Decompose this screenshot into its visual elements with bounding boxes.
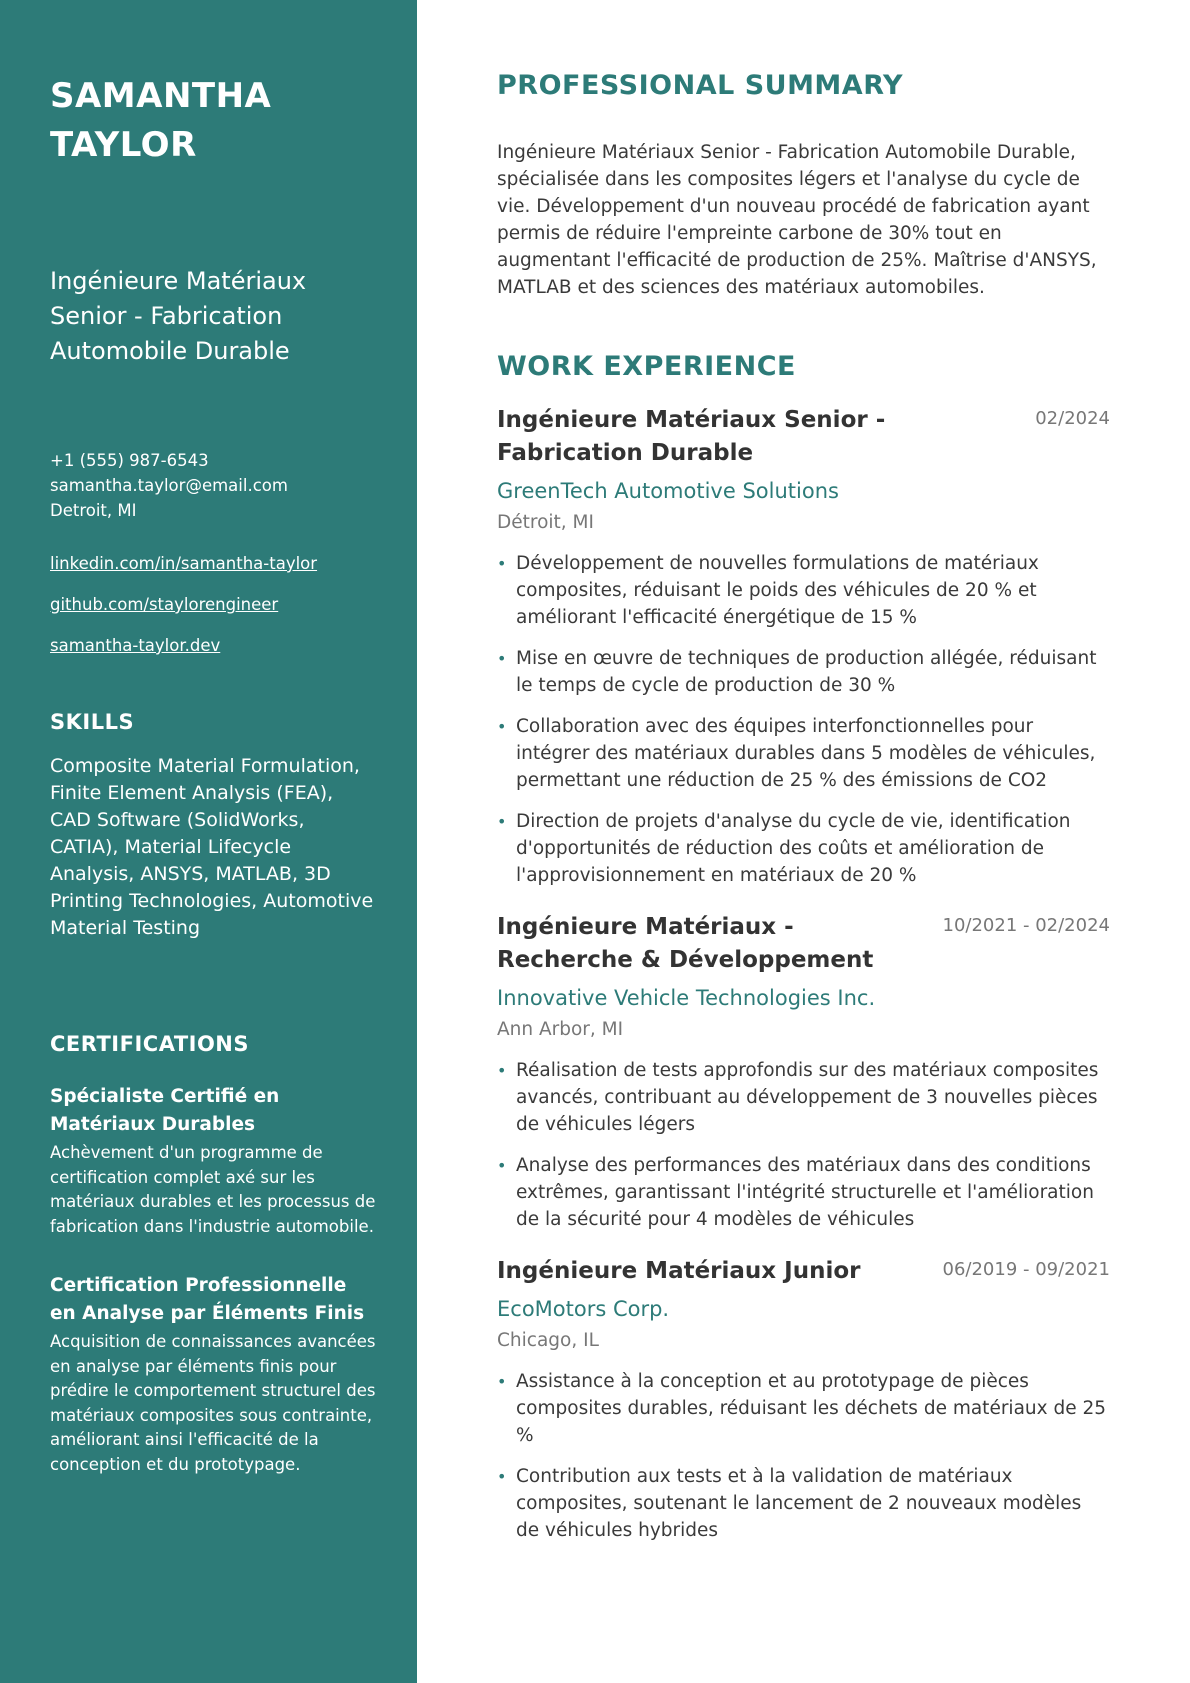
job-location: Détroit, MI <box>497 512 594 533</box>
company-name: EcoMotors Corp. <box>497 1297 670 1321</box>
bullet-icon: • <box>497 554 507 573</box>
job-bullets <box>497 550 1110 889</box>
certification-item <box>50 1083 377 1239</box>
job-location: Ann Arbor, MI <box>497 1019 624 1040</box>
bullet-item <box>497 808 1110 889</box>
certification-description: Achèvement d'un programme de certification complet axé sur les matériaux durables et les processus de fabrication dans l'industrie automobile. <box>50 1143 376 1236</box>
website-link[interactable]: samantha-taylor.dev <box>50 636 221 655</box>
job-entry <box>497 911 1110 1233</box>
bullet-text: Assistance à la conception et au prototypage de pièces composites durables, réduisant les déchets de matériaux de 25 % <box>516 1371 1107 1446</box>
certification-title: Certification Professionnelle en Analyse par Éléments Finis <box>50 1275 365 1324</box>
bullet-text: Développement de nouvelles formulations de matériaux composites, réduisant le poids des véhicules de 20 % et améliorant l'efficacité énergétique de 15 % <box>516 553 1039 628</box>
job-title: Ingénieure Matériaux Senior - Fabrication Durable <box>497 407 886 466</box>
job-bullets <box>497 1368 1110 1544</box>
bullet-item <box>497 1368 1110 1449</box>
profile-links <box>50 551 377 658</box>
job-location: Chicago, IL <box>497 1330 599 1351</box>
bullet-icon: • <box>497 649 507 668</box>
job-bullets <box>497 1057 1110 1233</box>
bullet-text: Collaboration avec des équipes interfonctionnelles pour intégrer des matériaux durables dans 5 modèles de véhicules, permettant une réduction de 25 % des émissions de CO2 <box>516 716 1096 791</box>
sidebar <box>0 0 417 1683</box>
bullet-icon: • <box>497 1156 507 1175</box>
phone: +1 (555) 987-6543 <box>50 451 209 470</box>
job-date: 02/2024 <box>1035 408 1110 429</box>
github-link[interactable]: github.com/staylorengineer <box>50 595 279 614</box>
bullet-text: Contribution aux tests et à la validation de matériaux composites, soutenant le lancement de 2 nouveaux modèles de véhicules hybrides <box>516 1466 1082 1541</box>
certification-description: Acquisition de connaissances avancées en analyse par éléments finis pour prédire le comportement structurel des matériaux composites sous contrainte, améliorant ainsi l'efficacité de la conception et du prototypage. <box>50 1332 376 1474</box>
summary-text: Ingénieure Matériaux Senior - Fabrication Automobile Durable, spécialisée dans les composites légers et l'analyse du cycle de vie. Développement d'un nouveau procédé de fabrication ayant permis de réduire l'empreinte carbone de 30% tout en augmentant l'efficacité de production de 25%. Maîtrise d'ANSYS, MATLAB et des sciences des matériaux automobiles. <box>497 142 1097 298</box>
candidate-name: SAMANTHA TAYLOR <box>50 76 272 165</box>
bullet-item <box>497 645 1110 699</box>
job-entry <box>497 1255 1110 1544</box>
skills-heading: SKILLS <box>50 710 135 734</box>
bullet-item <box>497 1463 1110 1544</box>
job-title: Ingénieure Matériaux - Recherche & Développement <box>497 914 874 973</box>
job-date: 06/2019 - 09/2021 <box>942 1259 1110 1280</box>
certification-title: Spécialiste Certifié en Matériaux Durables <box>50 1086 280 1135</box>
bullet-text: Mise en œuvre de techniques de production allégée, réduisant le temps de cycle de production de 30 % <box>516 648 1097 696</box>
certification-item <box>50 1272 377 1477</box>
bullet-icon: • <box>497 717 507 736</box>
bullet-item <box>497 1057 1110 1138</box>
job-title: Ingénieure Matériaux Junior <box>497 1258 861 1284</box>
candidate-role: Ingénieure Matériaux Senior - Fabrication Automobile Durable <box>50 267 307 365</box>
company-name: GreenTech Automotive Solutions <box>497 479 839 503</box>
main-content <box>417 0 1190 1683</box>
linkedin-link[interactable]: linkedin.com/in/samantha-taylor <box>50 554 318 573</box>
contact-location: Detroit, MI <box>50 501 137 520</box>
job-date: 10/2021 - 02/2024 <box>942 915 1110 936</box>
bullet-text: Direction de projets d'analyse du cycle de vie, identification d'opportunités de réduction des coûts et amélioration de l'approvisionnement en matériaux de 20 % <box>516 811 1071 886</box>
bullet-icon: • <box>497 1061 507 1080</box>
bullet-text: Analyse des performances des matériaux dans des conditions extrêmes, garantissant l'intégrité structurelle et l'amélioration de la sécurité pour 4 modèles de véhicules <box>516 1155 1094 1230</box>
summary-heading: PROFESSIONAL SUMMARY <box>497 70 904 101</box>
bullet-item <box>497 713 1110 794</box>
job-entry <box>497 404 1110 889</box>
certifications-heading: CERTIFICATIONS <box>50 1032 250 1056</box>
bullet-item <box>497 1152 1110 1233</box>
skills-list: Composite Material Formulation, Finite Element Analysis (FEA), CAD Software (SolidWorks, CATIA), Material Lifecycle Analysis, ANSYS, MATLAB, 3D Printing Technologies, Automotive Material Testing <box>50 755 374 939</box>
bullet-text: Réalisation de tests approfondis sur des matériaux composites avancés, contribuant au développement de 3 nouvelles pièces de véhicules légers <box>516 1060 1099 1135</box>
contact-info <box>50 448 377 523</box>
company-name: Innovative Vehicle Technologies Inc. <box>497 986 876 1010</box>
bullet-icon: • <box>497 1467 507 1486</box>
email: samantha.taylor@email.com <box>50 476 288 495</box>
work-experience-heading: WORK EXPERIENCE <box>497 351 796 382</box>
bullet-item <box>497 550 1110 631</box>
bullet-icon: • <box>497 1372 507 1391</box>
bullet-icon: • <box>497 812 507 831</box>
